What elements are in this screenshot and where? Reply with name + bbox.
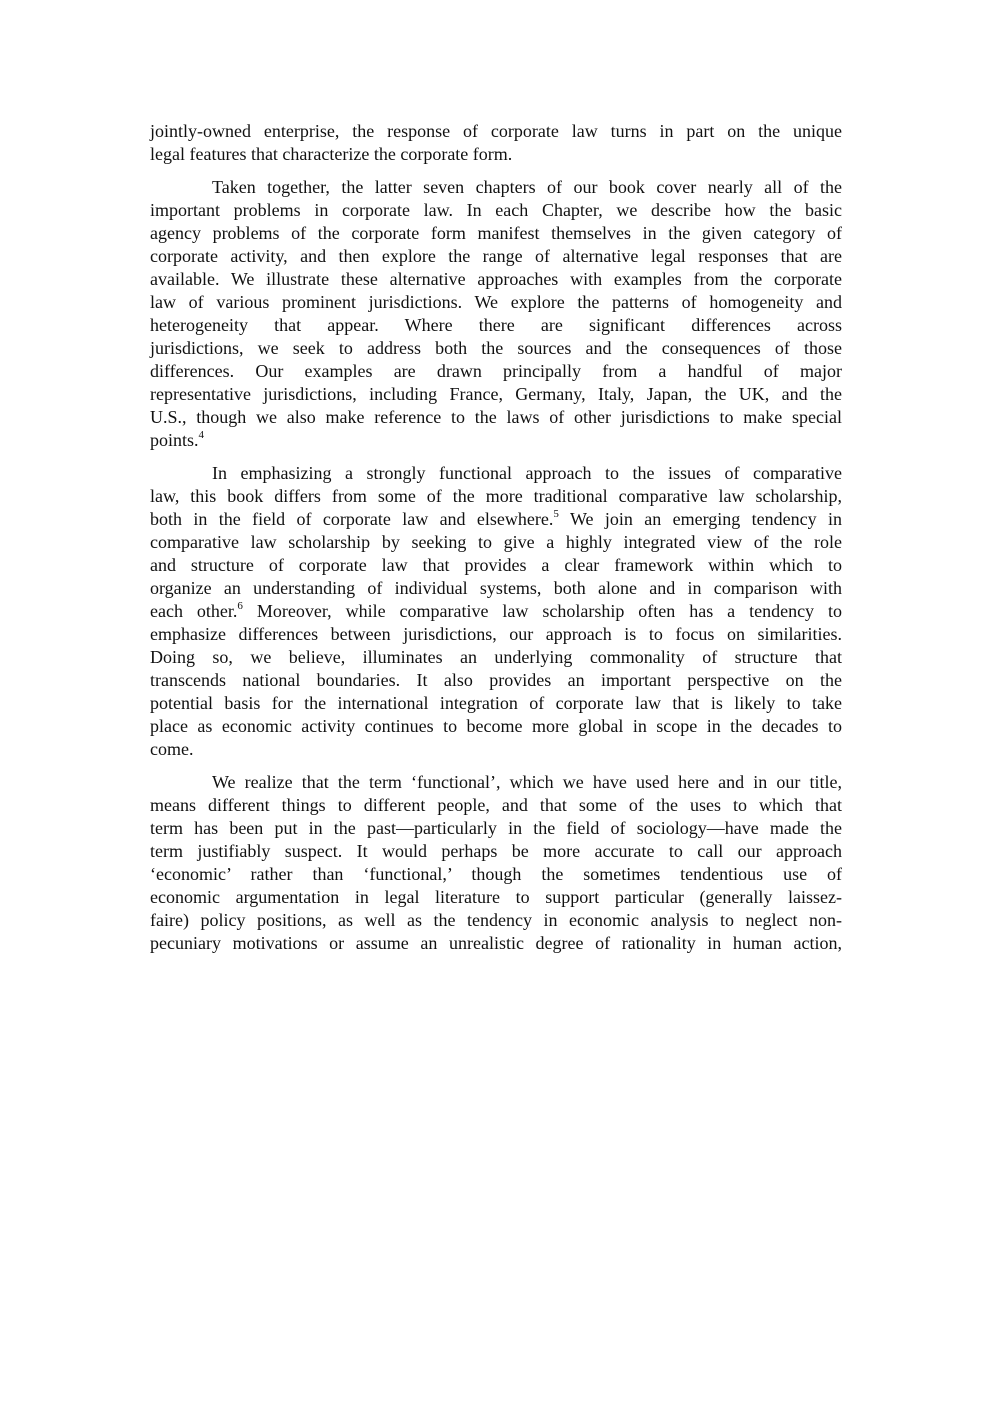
text-line (150, 222, 842, 245)
footnote-marker: 4 (198, 429, 205, 441)
text-segment: Doing so, we believe, illuminates an underlying commonality of structure that (150, 647, 842, 667)
text-segment: differences. Our examples are drawn principally from a handful of major (150, 361, 842, 381)
text-segment: Taken together, the latter seven chapters of our book cover nearly all of the (212, 177, 842, 197)
text-line (150, 291, 842, 314)
text-line (150, 120, 842, 143)
text-segment: each other. (150, 601, 238, 621)
text-line (150, 600, 842, 623)
text-segment: heterogeneity that appear. Where there are significant differences across (150, 315, 842, 335)
text-line (150, 692, 842, 715)
text-line (150, 406, 842, 429)
document-page (150, 120, 842, 965)
text-line (150, 268, 842, 291)
text-segment: transcends national boundaries. It also provides an important perspective on the (150, 670, 842, 690)
paragraph (150, 462, 842, 761)
text-segment: means different things to different people, and that some of the uses to which that (150, 795, 842, 815)
text-line (150, 143, 842, 166)
text-segment: ‘economic’ rather than ‘functional,’ though the sometimes tendentious use of (150, 864, 842, 884)
paragraph (150, 120, 842, 166)
text-segment: emphasize differences between jurisdictions, our approach is to focus on similarities. (150, 624, 842, 644)
text-line (150, 337, 842, 360)
text-segment: available. We illustrate these alternative approaches with examples from the corporate (150, 269, 842, 289)
text-segment: term justifiably suspect. It would perhaps be more accurate to call our approach (150, 841, 842, 861)
text-segment: We join an emerging tendency in (558, 509, 842, 529)
text-segment: law, this book differs from some of the more traditional comparative law scholarship, (150, 486, 842, 506)
text-segment: comparative law scholarship by seeking to give a highly integrated view of the role (150, 532, 842, 552)
text-line (150, 360, 842, 383)
paragraph (150, 771, 842, 955)
text-segment: term has been put in the past—particularly in the field of sociology—have made the (150, 818, 842, 838)
text-segment: organize an understanding of individual systems, both alone and in comparison with (150, 578, 842, 598)
text-line (150, 176, 842, 199)
text-line (150, 863, 842, 886)
text-line (150, 669, 842, 692)
text-segment: In emphasizing a strongly functional approach to the issues of comparative (212, 463, 842, 483)
text-line (150, 646, 842, 669)
text-line (150, 886, 842, 909)
text-segment: agency problems of the corporate form manifest themselves in the given category of (150, 223, 842, 243)
text-line (150, 554, 842, 577)
text-segment: jurisdictions, we seek to address both the sources and the consequences of those (150, 338, 842, 358)
text-segment: jointly-owned enterprise, the response of corporate law turns in part on the unique (150, 121, 842, 141)
text-line (150, 840, 842, 863)
text-line (150, 383, 842, 406)
text-line (150, 508, 842, 531)
text-segment: place as economic activity continues to become more global in scope in the decades to (150, 716, 842, 736)
text-line (150, 623, 842, 646)
text-line (150, 577, 842, 600)
text-segment: and structure of corporate law that provides a clear framework within which to (150, 555, 842, 575)
text-segment: faire) policy positions, as well as the tendency in economic analysis to neglect non- (150, 910, 842, 930)
text-segment: important problems in corporate law. In each Chapter, we describe how the basic (150, 200, 842, 220)
text-segment: Moreover, while comparative law scholarship often has a tendency to (242, 601, 843, 621)
text-line (150, 715, 842, 738)
footnote-marker: 6 (237, 600, 243, 612)
text-line (150, 817, 842, 840)
text-segment: points. (150, 430, 199, 450)
text-line (150, 245, 842, 268)
text-segment: economic argumentation in legal literature to support particular (generally laissez- (150, 887, 842, 907)
text-line (150, 771, 842, 794)
footnote-marker: 5 (553, 508, 559, 520)
text-line (150, 485, 842, 508)
text-line (150, 932, 842, 955)
text-segment: legal features that characterize the corporate form. (150, 144, 513, 164)
paragraph (150, 176, 842, 452)
text-line (150, 531, 842, 554)
text-segment: law of various prominent jurisdictions. We explore the patterns of homogeneity and (150, 292, 842, 312)
text-line (150, 909, 842, 932)
text-line (150, 738, 842, 761)
text-line (150, 462, 842, 485)
text-segment: U.S., though we also make reference to the laws of other jurisdictions to make special (150, 407, 842, 427)
text-segment: We realize that the term ‘functional’, which we have used here and in our title, (212, 772, 842, 792)
text-line (150, 429, 842, 452)
text-segment: come. (150, 739, 194, 759)
text-segment: pecuniary motivations or assume an unrealistic degree of rationality in human action, (150, 933, 842, 953)
text-line (150, 794, 842, 817)
text-segment: both in the field of corporate law and elsewhere. (150, 509, 554, 529)
text-segment: corporate activity, and then explore the range of alternative legal responses that are (150, 246, 842, 266)
text-line (150, 314, 842, 337)
text-segment: representative jurisdictions, including France, Germany, Italy, Japan, the UK, and the (150, 384, 842, 404)
text-segment: potential basis for the international integration of corporate law that is likely to take (150, 693, 842, 713)
text-line (150, 199, 842, 222)
